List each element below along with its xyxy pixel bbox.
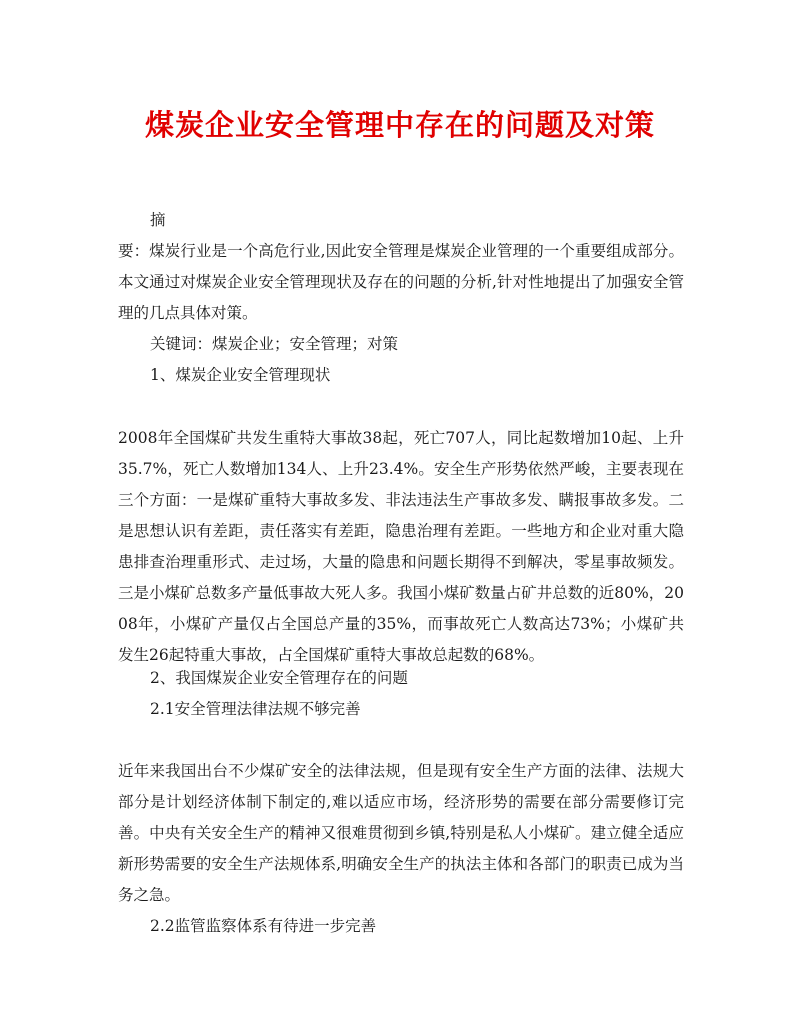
section2-1-paragraph: 近年来我国出台不少煤矿安全的法律法规，但是现有安全生产方面的法律、法规大部分是计划经济体制下制定的,难以适应市场，经济形势的需要在部分需要修订完善。中央有关安全生产的精神又很难贯彻到乡镇,特别是私人小煤矿。建立健全适应新形势需要的安全生产法规体系,明确安全生产的执法主体和各部门的职责已成为当务之急。 xyxy=(118,762,684,904)
document-title: 煤炭企业安全管理中存在的问题及对策 xyxy=(144,108,655,142)
section2-heading: 2、我国煤炭企业安全管理存在的问题 xyxy=(150,669,408,687)
keywords: 关键词：煤炭企业；安全管理；对策 xyxy=(150,335,399,353)
section1-heading: 1、煤炭企业安全管理现状 xyxy=(150,366,331,384)
abstract-text: 要：煤炭行业是一个高危行业,因此安全管理是煤炭企业管理的一个重要组成部分。本文通过对煤炭企业安全管理现状及存在的问题的分析,针对性地提出了加强安全管理的几点具体对策。 xyxy=(118,242,684,322)
abstract-label: 摘 xyxy=(150,211,166,229)
section1-paragraph: 2008年全国煤矿共发生重特大事故38起，死亡707人，同比起数增加10起、上升35.7%，死亡人数增加134人、上升23.4%。安全生产形势依然严峻，主要表现在三个方面：一是煤矿重特大事故多发、非法违法生产事故多发、瞒报事故多发。二是思想认识有差距，责任落实有差距，隐患治理有差距。一些地方和企业对重大隐患排查治理重形式、走过场，大量的隐患和问题长期得不到解决，零星事故频发。三是小煤矿总数多产量低事故大死人多。我国小煤矿数量占矿井总数的近80%，2008年，小煤矿产量仅占全国总产量的35%，而事故死亡人数高达73%；小煤矿共发生26起特重大事故，占全国煤矿重特大事故总起数的68%。 xyxy=(118,429,684,664)
section2-1-heading: 2.1安全管理法律法规不够完善 xyxy=(150,700,361,718)
section2-2-heading: 2.2监管监察体系有待进一步完善 xyxy=(150,917,377,935)
